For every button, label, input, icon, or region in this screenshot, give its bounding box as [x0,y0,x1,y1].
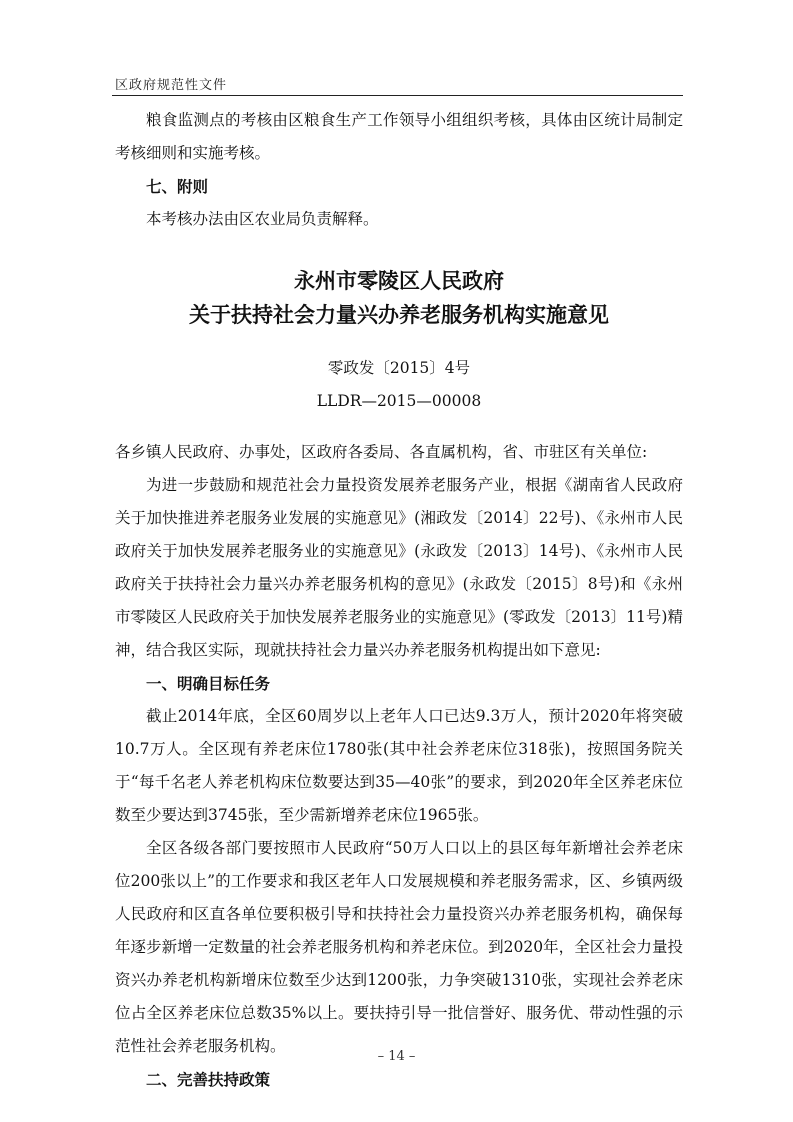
appendix-text: 本考核办法由区农业局负责解释。 [146,210,379,228]
page-number: – 14 – [377,1049,416,1064]
section-heading-1: 一、明确目标任务 [146,674,271,693]
page-body [115,104,683,1096]
section-heading-2: 二、完善扶持政策 [146,1070,271,1089]
section-heading-appendix: 七、附则 [146,177,209,196]
document-title-line1: 永州市零陵区人民政府 [294,269,504,293]
preceding-paragraph: 粮食监测点的考核由区粮食生产工作领导小组组织考核，具体由区统计局制定考核细则和实施考核。 [115,111,683,162]
section1-paragraph-2: 全区各级各部门要按照市人民政府“50万人口以上的县区每年新增社会养老床位200张以上”的工作要求和我区老年人口发展规模和养老服务需求，区、乡镇两级人民政府和区直各单位要积极引导和扶持社会力量投资兴办养老服务机构，确保每年逐步新增一定数量的社会养老服务机构和养老床位。到2020年，全区社会力量投资兴办养老机构新增床位数至少达到1200张，力争突破1310张，实现社会养老床位占全区养老床位总数35%以上。要扶持引导一批信誉好、服务优、带动性强的示范性社会养老服务机构。 [115,839,683,1055]
document-title [115,264,683,332]
registration-number: LLDR—2015—00008 [316,392,482,410]
intro-paragraph: 为进一步鼓励和规范社会力量投资发展养老服务产业，根据《湖南省人民政府关于加快推进养老服务业发展的实施意见》(湘政发〔2014〕22号)、《永州市人民政府关于加快发展养老服务业的实施意见》(永政发〔2013〕14号)、《永州市人民政府关于扶持社会力量兴办养老服务机构的意见》(永政发〔2015〕8号)和《永州市零陵区人民政府关于加快发展养老服务业的实施意见》(零政发〔2013〕11号)精神，结合我区实际，现就扶持社会力量兴办养老服务机构提出如下意见: [115,476,683,659]
document-number: 零政发〔2015〕4号 [327,359,471,377]
document-numbers [115,352,683,418]
addressee-line: 各乡镇人民政府、办事处，区政府各委局、各直属机构，省、市驻区有关单位: [115,443,648,461]
document-title-line2: 关于扶持社会力量兴办养老服务机构实施意见 [189,303,609,327]
running-header: 区政府规范性文件 [115,78,228,93]
section1-paragraph-1: 截止2014年底，全区60周岁以上老年人口已达9.3万人，预计2020年将突破10.7万人。全区现有养老床位1780张(其中社会养老床位318张)，按照国务院关于“每千名老人养老机构床位数要达到35—40张”的要求，到2020年全区养老床位数至少要达到3745张，至少需新增养老床位1965张。 [115,707,683,824]
header-divider [112,95,683,96]
